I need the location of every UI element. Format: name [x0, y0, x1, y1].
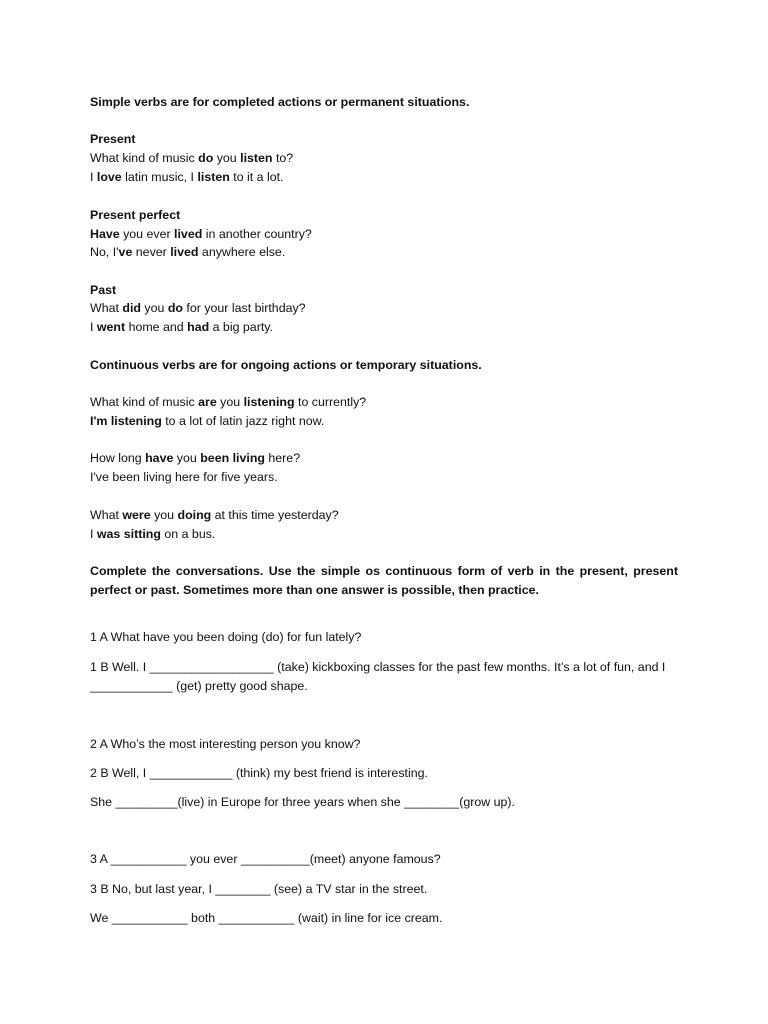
continuous-example-2b: I've been living here for five years.: [90, 470, 278, 484]
continuous-example-1b: I'm listening to a lot of latin jazz right now.: [90, 414, 325, 428]
exercise-instruction-line-2: perfect or past. Sometimes more than one answer is possible, then practice.: [90, 583, 539, 597]
past-example-1: What did you do for your last birthday?: [90, 301, 306, 315]
question-3c: We ___________ both ___________ (wait) in line for ice cream.: [90, 911, 443, 925]
question-2c: She _________(live) in Europe for three years when she ________(grow up).: [90, 795, 515, 809]
question-1b-line-2: ____________ (get) pretty good shape.: [90, 679, 308, 693]
continuous-example-3b: I was sitting on a bus.: [90, 527, 216, 541]
present-example-2: I love latin music, I listen to it a lot.: [90, 170, 284, 184]
question-2b: 2 B Well, I ____________ (think) my best friend is interesting.: [90, 766, 428, 780]
present-perfect-heading: Present perfect: [90, 208, 181, 222]
continuous-example-1a: What kind of music are you listening to currently?: [90, 395, 367, 409]
present-example-1: What kind of music do you listen to?: [90, 151, 294, 165]
question-3b: 3 B No, but last year, I ________ (see) a TV star in the street.: [90, 882, 428, 896]
question-1b-line-1: 1 B Well. I __________________ (take) kickboxing classes for the past few months. It’s a lot of fun, and I: [90, 660, 666, 674]
continuous-example-3a: What were you doing at this time yesterday?: [90, 508, 339, 522]
question-1a: 1 A What have you been doing (do) for fun lately?: [90, 630, 362, 644]
present-heading: Present: [90, 132, 136, 146]
present-perfect-example-1: Have you ever lived in another country?: [90, 227, 312, 241]
present-perfect-example-2: No, I've never lived anywhere else.: [90, 245, 286, 259]
question-2a: 2 A Who’s the most interesting person you know?: [90, 737, 361, 751]
exercise-instruction-line-1: Complete the conversations. Use the simple os continuous form of verb in the present, present: [90, 564, 678, 578]
continuous-example-2a: How long have you been living here?: [90, 451, 301, 465]
past-example-2: I went home and had a big party.: [90, 320, 273, 334]
simple-verbs-heading: Simple verbs are for completed actions or permanent situations.: [90, 95, 470, 109]
continuous-verbs-heading: Continuous verbs are for ongoing actions or temporary situations.: [90, 358, 482, 372]
past-heading: Past: [90, 283, 117, 297]
question-3a: 3 A ___________ you ever __________(meet) anyone famous?: [90, 852, 441, 866]
